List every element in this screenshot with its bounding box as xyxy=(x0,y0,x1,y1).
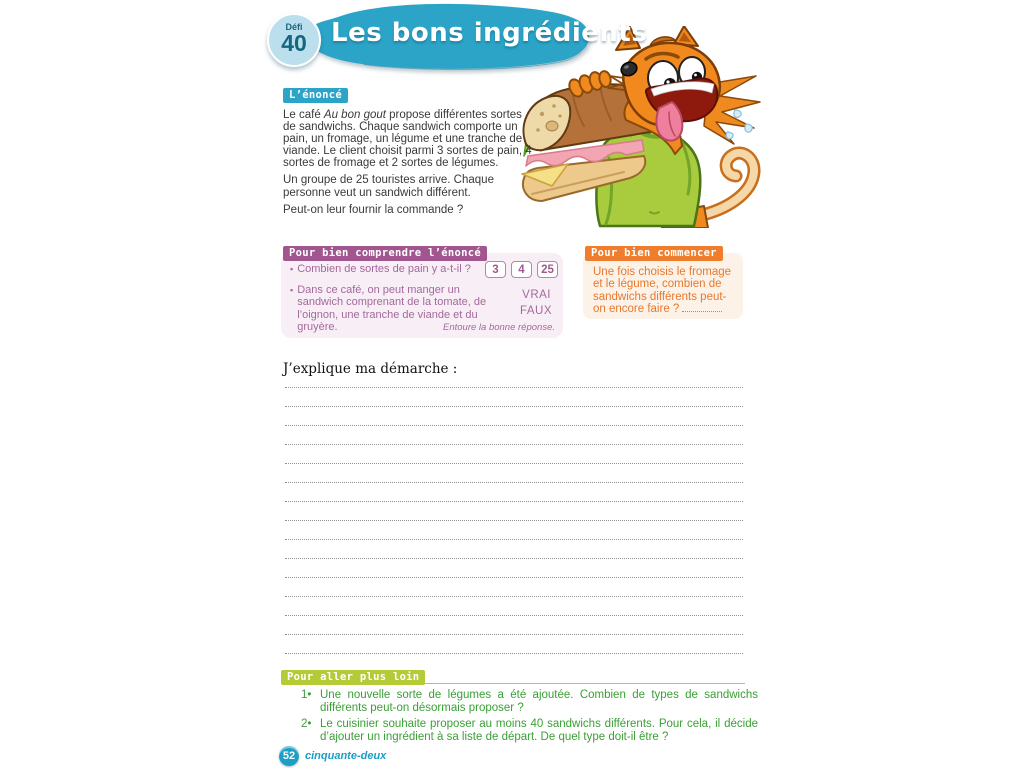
enonce-badge: L’énoncé xyxy=(283,88,348,103)
writing-line[interactable] xyxy=(285,540,743,559)
writing-line[interactable] xyxy=(285,426,743,445)
further-questions xyxy=(301,689,758,747)
writing-line[interactable] xyxy=(285,464,743,483)
comprehend-badge: Pour bien comprendre l’énoncé xyxy=(283,246,487,261)
fox-eating-sandwich-illustration xyxy=(512,26,764,228)
challenge-number-badge xyxy=(267,13,321,67)
answer-dotted-line[interactable] xyxy=(682,303,722,312)
bullet-icon: ▪ xyxy=(290,285,294,295)
bullet-icon: ▪ xyxy=(290,264,294,274)
question-number: 2• xyxy=(301,718,312,731)
enonce-paragraph-3: Peut-on leur fournir la commande ? xyxy=(283,203,464,216)
writing-line[interactable] xyxy=(285,578,743,597)
writing-lines xyxy=(285,369,743,654)
further-question-1: 1• Une nouvelle sorte de légumes a été ajoutée. Combien de types de sandwichs différents peut-on désormais proposer ? xyxy=(301,689,758,714)
further-section-header xyxy=(281,670,745,685)
writing-line[interactable] xyxy=(285,502,743,521)
enonce-paragraph-1: Le café Au bon gout propose différentes sortes de sandwichs. Chaque sandwich comporte un pain, un fromage, un légume et une tranche de viande. Le client choisit parmi 3 sortes de pain, 4 sortes de fromage et 2 sortes de légumes. xyxy=(283,109,532,170)
enonce-paragraph-2: Un groupe de 25 touristes arrive. Chaque personne veut un sandwich différent. xyxy=(283,174,494,199)
further-rule-line xyxy=(425,683,745,684)
false-option[interactable]: FAUX xyxy=(519,305,552,317)
answer-box-3[interactable]: 3 xyxy=(485,261,506,278)
writing-line[interactable] xyxy=(285,369,743,388)
answer-choice-boxes xyxy=(480,261,558,278)
further-badge: Pour aller plus loin xyxy=(281,670,425,685)
further-question-2: 2• Le cuisinier souhaite proposer au moins 40 sandwichs différents. Pour cela, il décide d’ajouter un ingrédient à sa liste de départ. De quel type doit-il être ? xyxy=(301,718,758,743)
problem-statement-section xyxy=(283,85,533,216)
writing-line[interactable] xyxy=(285,388,743,407)
writing-line[interactable] xyxy=(285,559,743,578)
answer-box-4[interactable]: 4 xyxy=(511,261,532,278)
writing-line[interactable] xyxy=(285,597,743,616)
comprehend-question-1: ▪ Combien de sortes de pain y a-t-il ? xyxy=(290,263,471,275)
page-number-word: cinquante-deux xyxy=(305,750,387,762)
writing-line[interactable] xyxy=(285,483,743,502)
commencer-badge: Pour bien commencer xyxy=(585,246,723,261)
writing-line[interactable] xyxy=(285,407,743,426)
writing-line[interactable] xyxy=(285,635,743,654)
writing-line[interactable] xyxy=(285,616,743,635)
writing-line[interactable] xyxy=(285,445,743,464)
answer-box-25[interactable]: 25 xyxy=(537,261,558,278)
explain-method-title: J’explique ma démarche : xyxy=(283,361,458,377)
question-number: 1• xyxy=(301,689,312,701)
true-option[interactable]: VRAI xyxy=(522,289,551,301)
page-number-badge: 52 xyxy=(279,746,299,766)
cafe-name: Au bon gout xyxy=(323,109,386,121)
commencer-box xyxy=(583,253,743,319)
challenge-label: Défi xyxy=(285,22,303,32)
comprehend-box xyxy=(281,253,563,338)
commencer-question: Une fois choisis le fromage et le légume, combien de sandwichs différents peut-on encore faire ? xyxy=(593,266,732,316)
writing-line[interactable] xyxy=(285,521,743,540)
circle-answer-instruction: Entoure la bonne réponse. xyxy=(443,322,555,333)
page-title: Les bons ingrédients xyxy=(331,18,648,48)
challenge-number: 40 xyxy=(281,30,307,56)
comprehend-question-2: ▪ Dans ce café, on peut manger un sandwich comprenant de la tomate, de l’oignon, une tranche de viande et du gruyère. xyxy=(290,284,487,333)
